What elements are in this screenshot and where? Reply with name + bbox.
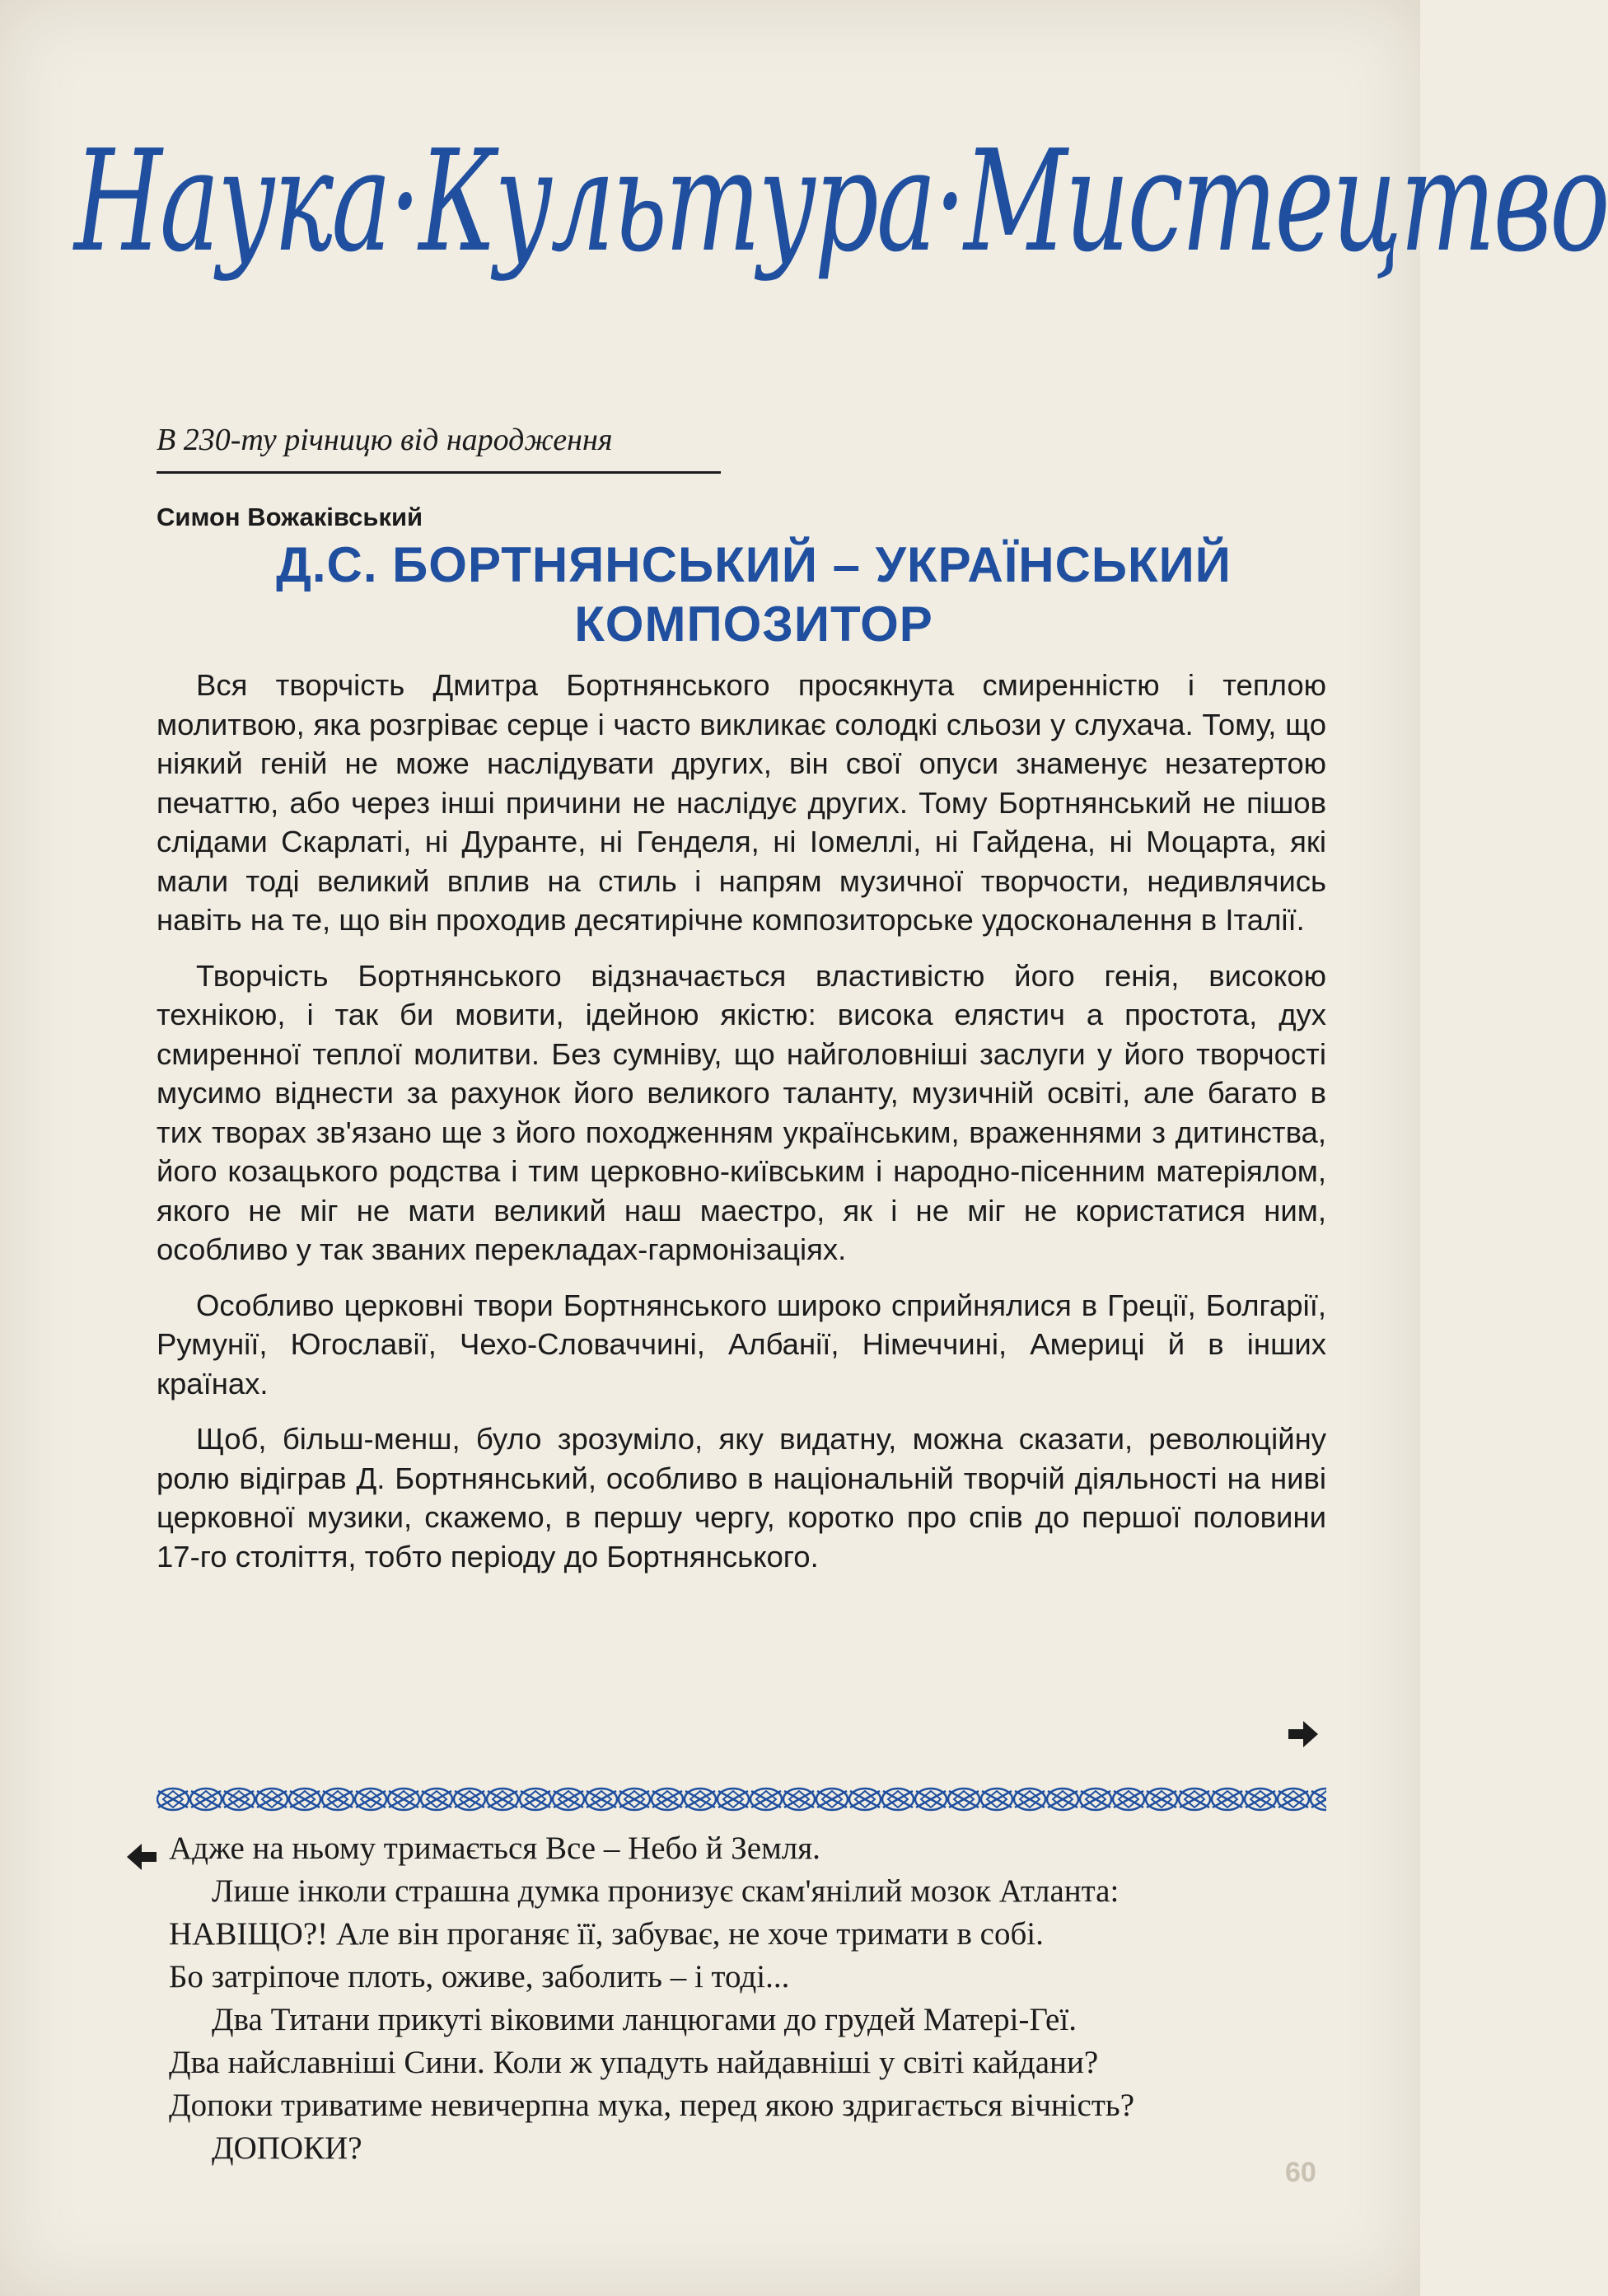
ornament-border bbox=[157, 1779, 1326, 1819]
headline-line-1: Д.С. БОРТНЯНСЬКИЙ – УКРАЇНСЬКИЙ bbox=[276, 537, 1232, 592]
poem-line: Два найславніші Сини. Коли ж упадуть найдавніші у світі кайдани? bbox=[169, 2045, 1099, 2080]
section-title: Наука·Культура·Мистецтво bbox=[74, 120, 1608, 283]
author-name: Симон Вожаківський bbox=[157, 503, 423, 531]
poem-line: Адже на ньому тримається Все – Небо й Земля. bbox=[169, 1831, 820, 1866]
poem-line: Два Титани прикуті віковими ланцюгами до грудей Матері-Геї. bbox=[212, 2002, 1077, 2037]
arrow-left-icon bbox=[124, 1839, 160, 1875]
poem-line: Допоки триватиме невичерпна мука, перед якою здригається вічність? bbox=[169, 2088, 1134, 2123]
article-headline bbox=[157, 535, 1351, 654]
poem-line: ДОПОКИ? bbox=[212, 2130, 362, 2166]
paragraph: Вся творчість Дмитра Бортнянського просякнута смиренністю і теплою молитвою, яка розгріває серце і часто викликає солодкі сльози у слухача. Тому, що ніякий геній не може наслідувати других, він свої опуси знаменує незатертою печаттю, або через інші причини не наслідує других. Тому Бортнянський не пішов слідами Скарлаті, ні Дуранте, ні Генделя, ні Іомеллі, ні Гайдена, ні Моцарта, які мали тоді великий вплив на стиль і напрям музичної творчости, недивлячись навіть на те, що він проходив десятирічне композиторське удосконалення в Італії. bbox=[157, 668, 1326, 937]
paragraph: Творчість Бортнянського відзначається властивістю його генія, високою технікою, і так би мовити, ідейною якістю: висока елястич а простота, дух смиренної теплої молитви. Без сумніву, що найголовніші заслуги у його творчості мусимо віднести за рахунок його великого таланту, музичній освіті, але багато в тих творах зв'язано ще з його походженням українським, враженнями з дитинства, його козацького родства і тим церковно-київським і народно-пісенним матеріялом, якого не міг не мати великий наш маестро, як і не міг не користатися ним, особливо у так званих перекладах-гармонізаціях. bbox=[157, 958, 1326, 1266]
poem-line: Бо затріпоче плоть, оживе, заболить – і тоді... bbox=[169, 1959, 790, 1994]
paragraph: Щоб, більш-менш, було зрозуміло, яку видатну, можна сказати, революційну ролю відіграв Д. Бортнянський, особливо в національній творчій діяльності на ниві церковної музики, скажемо, в першу чергу, коротко про спів до першої половини 17-го століття, тобто періоду до Бортнянського. bbox=[157, 1422, 1326, 1574]
poem-line: НАВІЩО?! Але він проганяє її, забуває, не хоче тримати в собі. bbox=[169, 1916, 1044, 1952]
arrow-right-icon bbox=[1285, 1716, 1321, 1752]
article-subtitle: В 230-ту річницю від народження bbox=[157, 423, 613, 457]
subtitle-divider bbox=[157, 471, 721, 474]
poem-line: Лише інколи страшна думка пронизує скам'янілий мозок Атланта: bbox=[212, 1873, 1120, 1909]
poem-excerpt bbox=[169, 1827, 1347, 2170]
headline-line-2: КОМПОЗИТОР bbox=[574, 596, 933, 652]
page-number: 60 bbox=[1285, 2157, 1316, 2188]
article-body bbox=[157, 666, 1326, 1592]
paragraph: Особливо церковні твори Бортнянського широко сприйнялися в Греції, Болгарії, Румунії, Югославії, Чехо-Словаччині, Албанії, Німеччині, Америці й в інших країнах. bbox=[157, 1288, 1326, 1401]
